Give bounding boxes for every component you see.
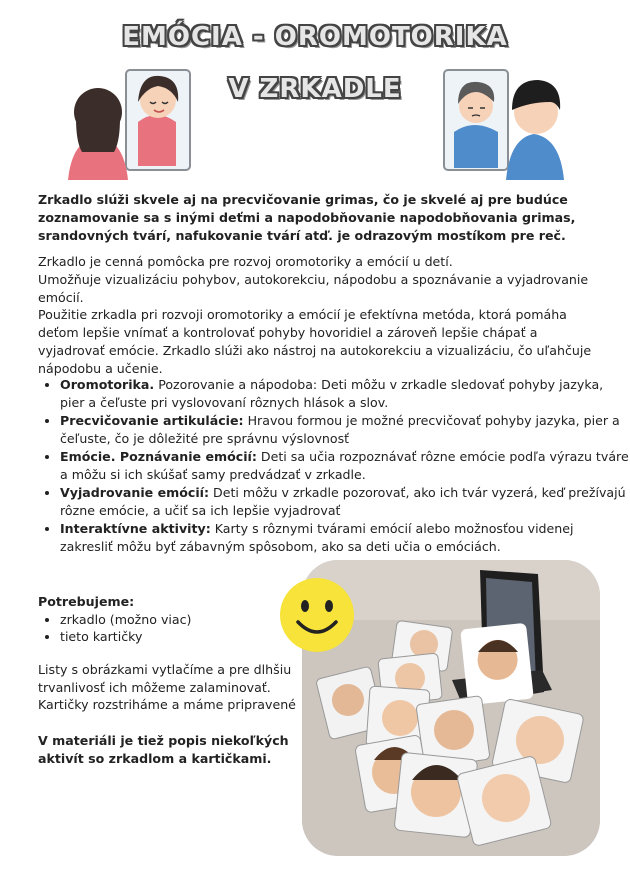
- page-title-line2: V ZRKADLE: [228, 74, 402, 104]
- smiley-face-icon: [278, 576, 356, 654]
- preparation-line-2: trvanlivosť ich môžeme zalaminovať.: [38, 679, 271, 695]
- bullet-term: Vyjadrovanie emócií:: [60, 485, 210, 500]
- needs-list: [38, 611, 298, 646]
- preparation-text: [38, 661, 298, 714]
- list-item: [60, 376, 630, 411]
- bullet-text: Hravou formou je možné precvičovať pohyby jazyka, pier a čeľuste, čo je dôležité pre správnu výslovnosť: [60, 413, 620, 446]
- girl-mirror-illustration: [66, 62, 194, 180]
- bullet-term: Precvičovanie artikulácie:: [60, 413, 244, 428]
- preparation-line-3: Kartičky rozstriháme a máme pripravené: [38, 697, 296, 712]
- material-note: V materiáli je tiež popis niekoľkých aktivít so zrkadlom a kartičkami.: [38, 733, 289, 766]
- bullet-term: Emócie. Poznávanie emócií:: [60, 449, 257, 464]
- bullet-text: Karty s rôznymi tvárami emócií alebo možnosťou videnej zakresliť môžu byť zábavným spôsobom, ako sa deti učia o emóciách.: [60, 521, 574, 554]
- list-item: [60, 484, 630, 519]
- paragraph-1-line-2: Umožňuje vizualizáciu pohybov, autokorekciu, nápodobu a spoznávanie a vyjadrovanie emócií.: [38, 272, 589, 305]
- intro-text: Zrkadlo slúži skvele aj na precvičovanie grimas, čo je skvelé aj pre budúce zoznamovanie sa s inými deťmi a napodobňovanie napodobňovania grimas, srandovných tvárí, nafukovanie tvárí atď. je odrazovým mostíkom pre reč.: [38, 192, 576, 243]
- bullet-term: Oromotorika.: [60, 377, 155, 392]
- list-item: • tieto kartičky: [60, 628, 298, 646]
- page-title-line1: EMÓCIA - OROMOTORIKA: [122, 22, 508, 52]
- list-item: [60, 448, 630, 483]
- boy-mirror-illustration: [442, 62, 566, 180]
- list-item: [60, 412, 630, 447]
- paragraph-2: Použitie zrkadla pri rozvoji oromotoriky a emócií je efektívna metóda, ktorá pomáha deťom lepšie vnímať a kontrolovať pohyby hovoridiel a zároveň lepšie chápať a vyjadrovať emócie. Zrkadlo slúži ako nástroj na autokorekciu a vizualizáciu, čo uľahčuje nápodobu a učenie.: [38, 307, 592, 376]
- bullet-text: Deti sa učia rozpoznávať rôzne emócie podľa výrazu tváre a môžu si ich skúšať samy predvádzať v zrkadle.: [60, 449, 629, 482]
- list-item: • zrkadlo (možno viac): [60, 611, 298, 629]
- needs-heading: Potrebujeme:: [38, 594, 135, 609]
- preparation-line-1: Listy s obrázkami vytlačíme a pre dlhšiu: [38, 662, 292, 677]
- bullet-text: Pozorovanie a nápodoba: Deti môžu v zrkadle sledovať pohyby jazyka, pier a čeľuste pri vyslovovaní rôznych hlások a slov.: [60, 377, 604, 410]
- paragraph-1-line-1: Zrkadlo je cenná pomôcka pre rozvoj oromotoriky a emócií u detí.: [38, 254, 453, 269]
- needs-section: [38, 593, 298, 646]
- bullet-term: Interaktívne aktivity:: [60, 521, 211, 536]
- list-item: [60, 520, 630, 555]
- bullet-list: [38, 376, 630, 556]
- bullet-text: Deti môžu v zrkadle pozorovať, ako ich tvár vyzerá, keď prežívajú rôzne emócie, a učiť sa ich lepšie vyjadrovať: [60, 485, 626, 518]
- paragraph-1: [38, 253, 608, 307]
